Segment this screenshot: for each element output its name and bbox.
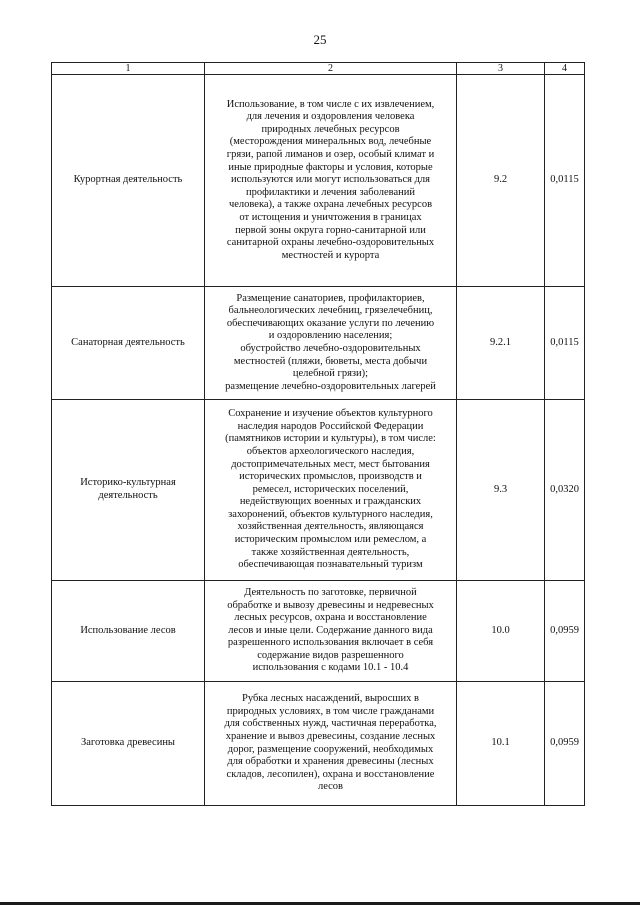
description-line: объектов археологического наследия,	[246, 445, 415, 457]
activity-code: 9.3	[457, 400, 545, 581]
description-line: природных лечебных ресурсов	[261, 123, 400, 135]
description-line: обработке и вывозу древесины и недревесных	[227, 599, 434, 611]
description-line: разрешенного использования включает в себя	[227, 637, 434, 649]
description-line: Сохранение и изучение объектов культурного	[228, 408, 433, 420]
activity-name: Историко-культурная деятельность	[52, 400, 205, 581]
description-line: первой зоны округа горно-санитарной или	[235, 224, 426, 236]
activity-coefficient: 0,0959	[545, 682, 585, 806]
header-col-4: 4	[545, 63, 585, 75]
description-line: грязи, рапой лиманов и озер, особый климат и	[226, 149, 435, 161]
activity-name: Курортная деятельность	[52, 75, 205, 287]
description-line: (месторождения минеральных вод, лечебные	[229, 136, 432, 148]
description-line: лесов и иные цели. Содержание данного вида	[228, 624, 433, 636]
description-line: местностей (пляжи, бюветы, места добычи	[233, 355, 428, 367]
description-line: используются или могут использоваться для	[230, 174, 430, 186]
table-row	[52, 287, 585, 400]
activity-description	[205, 287, 457, 400]
activity-description	[205, 400, 457, 581]
description-line: Деятельность по заготовке, первичной	[244, 586, 417, 598]
table-row	[52, 400, 585, 581]
table-row	[52, 682, 585, 806]
description-line: хранение и вывоз древесины, создание лесных	[225, 730, 436, 742]
activity-description	[205, 75, 457, 287]
activity-description	[205, 581, 457, 682]
description-line: человека), а также охрана лечебных ресурсов	[228, 199, 433, 211]
description-line: складов, лесопилен), охрана и восстановление	[226, 768, 435, 780]
description-line: обустройство лечебно-оздоровительных	[240, 343, 421, 354]
description-line: и оздоровлению населения;	[268, 330, 393, 342]
description-line: природных условиях, в том числе гражданами	[226, 705, 435, 717]
description-line: местностей и курорта	[281, 249, 380, 261]
description-line: для собственных нужд, частичная переработка,	[224, 718, 437, 730]
header-col-1: 1	[52, 63, 205, 75]
description-line: Размещение санаториев, профилакториев,	[236, 292, 425, 304]
description-line: для лечения и оздоровления человека	[246, 111, 415, 123]
land-use-table	[51, 62, 585, 806]
table-row	[52, 581, 585, 682]
activity-coefficient: 0,0115	[545, 287, 585, 400]
description-line: использования с кодами 10.1 - 10.4	[252, 662, 409, 674]
activity-coefficient: 0,0320	[545, 400, 585, 581]
description-line: бальнеологических лечебниц, грязелечебниц,	[228, 305, 433, 317]
description-line: содержание видов разрешенного	[257, 649, 404, 661]
description-line: целебной грязи);	[292, 368, 369, 380]
description-line: также хозяйственная деятельность,	[251, 546, 410, 558]
description-line: профилактики и лечения заболеваний	[246, 186, 415, 198]
description-line: историческим промыслом или ремеслом, а	[234, 534, 427, 546]
description-line: лесов	[317, 781, 344, 793]
description-line: размещение лечебно-оздоровительных лагерей	[225, 380, 436, 392]
activity-code: 9.2.1	[457, 287, 545, 400]
activity-coefficient: 0,0959	[545, 581, 585, 682]
table-row	[52, 75, 585, 287]
description-line: захоронений, объектов культурного наследия,	[228, 508, 433, 520]
description-line: хозяйственная деятельность, являющаяся	[237, 521, 424, 533]
description-line: обеспечивающая познавательный туризм	[238, 559, 423, 571]
activity-name: Использование лесов	[52, 581, 205, 682]
description-line: достопримечательных мест, мест бытования	[231, 458, 430, 470]
description-line: Использование, в том числе с их извлечением,	[226, 98, 435, 110]
activity-name: Заготовка древесины	[52, 682, 205, 806]
page-number: 25	[313, 32, 327, 47]
description-line: обеспечивающих оказание услуги по лечению	[226, 317, 435, 329]
description-line: наследия народов Российской Федерации	[237, 420, 424, 432]
table-header-row	[52, 63, 585, 75]
description-line: ремесел, исторических поселений,	[252, 483, 409, 495]
description-line: дорог, размещение сооружений, необходимых	[227, 743, 434, 755]
description-line: (памятников истории и культуры), в том числе:	[225, 433, 436, 445]
activity-description	[205, 682, 457, 806]
description-line: иные природные факторы и условия, которые	[228, 161, 433, 173]
activity-coefficient: 0,0115	[545, 75, 585, 287]
description-line: лесных ресурсов, охрана и восстановление	[234, 612, 427, 624]
activity-code: 10.0	[457, 581, 545, 682]
header-col-3: 3	[457, 63, 545, 75]
description-line: Рубка лесных насаждений, выросших в	[242, 693, 419, 705]
description-line: исторических промыслов, производств и	[239, 471, 422, 483]
activity-name: Санаторная деятельность	[52, 287, 205, 400]
description-line: для обработки и хранения древесины (лесных	[227, 756, 434, 768]
activity-code: 10.1	[457, 682, 545, 806]
header-col-2: 2	[205, 63, 457, 75]
description-line: недействующих военных и гражданских	[239, 496, 422, 508]
activity-code: 9.2	[457, 75, 545, 287]
description-line: от истощения и уничтожения в границах	[239, 211, 422, 223]
description-line: санитарной охраны лечебно-оздоровительных	[226, 237, 435, 249]
